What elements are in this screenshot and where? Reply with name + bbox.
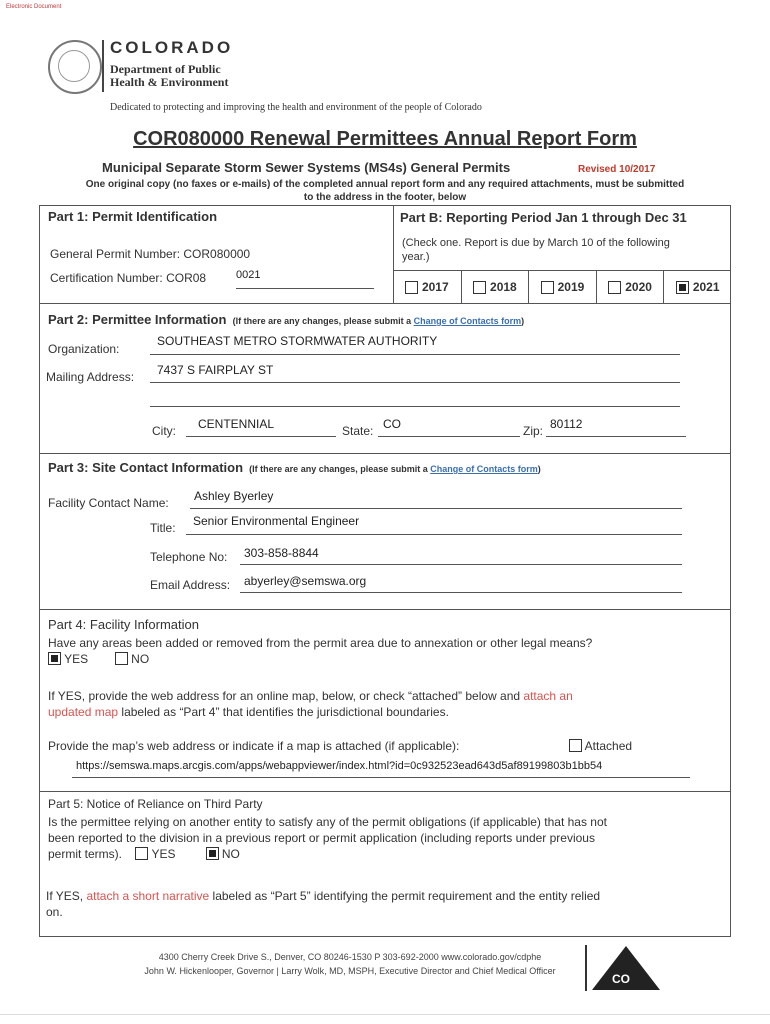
part5-heading: Part 5: Notice of Reliance on Third Party [48,797,263,811]
part4-instruction-text-b: labeled as “Part 4” that identifies the jurisdictional boundaries. [118,705,449,719]
title-underline [186,534,682,535]
year-option-0[interactable] [393,270,461,303]
zip-input[interactable]: 80112 [550,417,583,431]
zip-label: Zip: [523,424,544,438]
part3-heading: Part 3: Site Contact Information [48,460,244,475]
part2-heading-row [48,312,524,327]
mailing-address-label: Mailing Address: [46,370,135,384]
mailing-address-underline-2 [150,406,680,407]
part4-heading: Part 4: Facility Information [48,617,199,632]
footer [80,950,620,978]
footer-logo-divider [585,945,587,991]
part5-question-line-3: permit terms). [48,847,123,861]
part2-change-contacts-link[interactable]: Change of Contacts form [413,316,522,326]
attached-label: Attached [584,739,633,753]
general-permit-label: General Permit Number: [50,247,181,261]
part2-note-prefix: (If there are any changes, please submit a [232,316,414,326]
facility-contact-label: Facility Contact Name: [48,496,169,510]
part5-instruction-a: If YES, [46,889,87,903]
part3-note-suffix: ) [537,464,541,474]
footer-officials: John W. Hickenlooper, Governor | Larry Wolk, MD, MSPH, Executive Director and Chief Medical Officer [144,966,556,976]
part1-heading: Part 1: Permit Identification [48,209,218,224]
page-edge [0,1014,770,1015]
logo-divider [102,40,104,92]
city-underline [186,436,336,437]
part5-question [48,814,728,862]
year-checkbox-2[interactable] [541,281,554,294]
colorado-logo-text: CO [612,972,630,986]
year-checkbox-1[interactable] [473,281,486,294]
form-subtitle: Municipal Separate Storm Sewer Systems (MS4s) General Permits [102,160,511,175]
year-label-4: 2021 [692,280,720,294]
year-label-0: 2017 [421,280,449,294]
organization-label: Organization: [48,342,120,356]
email-label: Email Address: [150,578,231,592]
part4-no-label: NO [131,652,150,666]
divider-part5 [39,791,731,792]
year-option-4[interactable] [663,270,731,303]
certification-underline [236,288,374,289]
telephone-label: Telephone No: [150,550,228,564]
year-selector [393,270,731,303]
zip-underline [546,436,686,437]
facility-contact-underline [190,508,682,509]
year-checkbox-3[interactable] [608,281,621,294]
certification-prefix: COR08 [166,271,207,285]
electronic-document-stamp: Electronic Document [6,4,62,10]
form-title-text: COR080000 Renewal Permittees Annual Report Form [133,128,637,150]
partb-instruction-line-2: year.) [402,251,430,263]
year-option-1[interactable] [461,270,529,303]
year-option-2[interactable] [528,270,596,303]
year-option-3[interactable] [596,270,664,303]
title-label: Title: [150,521,176,535]
state-seal-icon [48,40,102,94]
part5-question-line-1: Is the permittee relying on another entity to satisfy any of the permit obligations (if applicable) that has not [48,815,607,829]
general-permit-value: COR080000 [183,247,251,261]
certification-row [50,271,206,285]
part4-provide-text: Provide the map’s web address or indicate if a map is attached (if applicable): [48,739,460,753]
divider-part4 [39,609,731,610]
city-input[interactable]: CENTENNIAL [198,417,275,431]
certification-number-input[interactable]: 0021 [236,269,261,281]
part5-instruction-c: on. [46,905,63,919]
part4-instructions [48,688,718,720]
email-underline [240,592,682,593]
part4-no-checkbox[interactable] [115,652,128,665]
map-url-underline [72,777,690,778]
note-line-1: One original copy (no faxes or e-mails) of the completed annual report form and any required attachments, must be submitted [85,179,685,190]
map-url-input[interactable]: https://semswa.maps.arcgis.com/apps/webappviewer/index.html?id=0c932523ead643d5af89199803b1bb54 [76,760,603,772]
dedication-line: Dedicated to protecting and improving the health and environment of the people of Colorado [110,102,482,113]
year-label-1: 2018 [490,280,517,294]
year-checkbox-0[interactable] [405,281,418,294]
organization-input[interactable]: SOUTHEAST METRO STORMWATER AUTHORITY [157,334,438,348]
general-permit-row [50,247,250,261]
department-name [110,63,228,89]
state-name: COLORADO [110,38,234,57]
part5-no-label: NO [221,847,240,861]
submission-note [40,178,730,204]
organization-underline [150,354,680,355]
mailing-address-input[interactable]: 7437 S FAIRPLAY ST [157,363,274,377]
part2-note-suffix: ) [521,316,525,326]
part3-heading-row [48,460,541,475]
title-input[interactable]: Senior Environmental Engineer [193,514,360,528]
part4-instruction-text-a: If YES, provide the web address for an online map, below, or check “attached” below and [48,689,524,703]
state-label: State: [342,424,374,438]
partb-instruction [402,236,670,264]
partb-heading: Part B: Reporting Period Jan 1 through Dec 31 [400,210,687,225]
facility-contact-input[interactable]: Ashley Byerley [194,489,274,503]
telephone-underline [240,564,682,565]
part4-yes-checkbox[interactable] [48,652,61,665]
divider-part2 [39,303,731,304]
year-label-3: 2020 [625,280,652,294]
part4-instruction-red-1: attach an [523,689,573,703]
part4-question: Have any areas been added or removed from the permit area due to annexation or other legal means? [48,636,593,650]
year-label-2: 2019 [557,280,585,294]
part4-instruction-red-2: updated map [48,705,119,719]
part5-question-line-2: been reported to the division in a previous report or permit application (including reports under previous [48,831,595,845]
state-underline [378,436,520,437]
year-checkbox-4[interactable] [676,281,689,294]
email-input[interactable]: abyerley@semswa.org [244,574,367,588]
mailing-address-underline [150,382,680,383]
dept-line-1: Department of Public [110,62,221,76]
part5-yes-checkbox[interactable] [135,847,148,860]
footer-address: 4300 Cherry Creek Drive S., Denver, CO 80246-1530 P 303-692-2000 www.colorado.gov/cdphe [158,952,542,962]
part3-note-prefix: (If there are any changes, please submit a [249,464,431,474]
partb-instruction-line-1: (Check one. Report is due by March 10 of the following [402,237,670,249]
part5-yes-label: YES [151,847,176,861]
certification-label: Certification Number: [50,271,163,285]
part5-instructions [46,888,726,920]
part5-instruction-red: attach a short narrative [86,889,210,903]
revised-date: Revised 10/2017 [578,164,656,175]
note-line-2: to the address in the footer, below [303,192,467,203]
part4-yes-label: YES [64,652,89,666]
part5-instruction-b: labeled as “Part 5” identifying the permit requirement and the entity relied [209,889,601,903]
telephone-input[interactable]: 303-858-8844 [244,546,319,560]
state-input[interactable]: CO [383,417,401,431]
part4-answer-row [48,651,149,667]
form-title [0,128,770,151]
part3-change-contacts-link[interactable]: Change of Contacts form [430,464,538,474]
part5-no-checkbox[interactable] [206,847,219,860]
city-label: City: [152,424,176,438]
part2-heading: Part 2: Permittee Information [48,312,227,327]
part4-attached-row [569,738,632,754]
attached-checkbox[interactable] [569,739,582,752]
divider-part3 [39,453,731,454]
dept-line-2: Health & Environment [110,75,229,89]
part5-question-line-3-row [48,846,728,862]
